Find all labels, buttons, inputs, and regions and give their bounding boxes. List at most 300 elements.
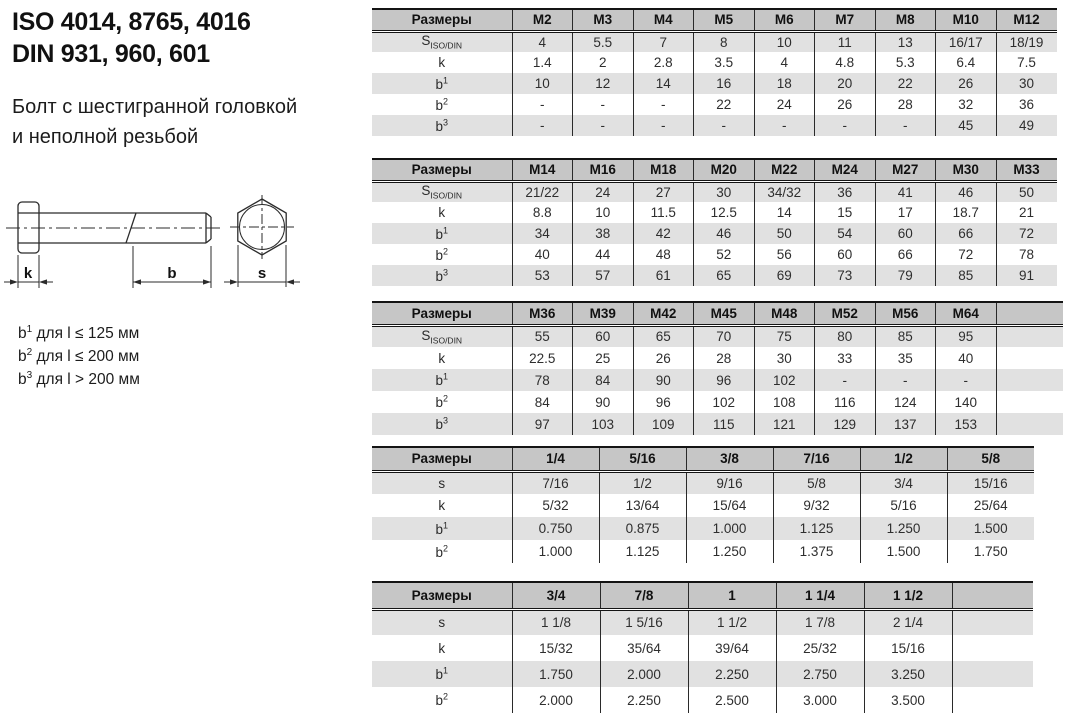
row-label-cell [372,202,512,223]
table-column-header: M18 [633,159,694,181]
table-cell: 22.5 [512,347,573,369]
row-label-cell [372,494,512,517]
table-cell: - [633,115,694,136]
table-cell: 12 [573,73,634,94]
table-cell: - [573,94,634,115]
table-column-header: M39 [573,302,634,325]
table-cell: 7/16 [512,471,599,494]
table-cell: - [815,369,876,391]
page-title [12,6,251,70]
row-label-cell [372,52,512,73]
table-empty-cell [996,347,1063,369]
table-empty-cell [996,325,1063,347]
table-row [372,94,1057,115]
table-cell: 30 [694,181,755,202]
table-row [372,540,1034,563]
table-cell: 55 [512,325,573,347]
table-cell: 60 [875,223,936,244]
table-cell: 40 [512,244,573,265]
table-cell: 14 [633,73,694,94]
row-label: $b^2$ [435,96,449,113]
footnote-line: $b^2$ для l ≤ 200 мм [18,347,140,366]
row-label: $S_{ISO/DIN}$ [421,33,463,52]
table-column-header: M4 [633,9,694,31]
table-cell: 38 [573,223,634,244]
table-column-header: M42 [633,302,694,325]
row-label-cell [372,687,512,713]
table-cell: 90 [573,391,634,413]
table-cell: 53 [512,265,573,286]
table-cell: 22 [694,94,755,115]
table-cell: 4.8 [815,52,876,73]
b-arrow-left [133,279,141,284]
table-cell: 15/64 [686,494,773,517]
table-empty-cell [952,687,1033,713]
table-cell: 0.875 [599,517,686,540]
table-cell: 8 [694,31,755,52]
table-cell: 50 [996,181,1057,202]
table-row [372,494,1034,517]
table-cell: 1.250 [686,540,773,563]
table-cell: 73 [815,265,876,286]
table-cell: 9/32 [773,494,860,517]
table-cell: 121 [754,413,815,435]
table-cell: 49 [996,115,1057,136]
table-cell: 9/16 [686,471,773,494]
table-empty-header [952,582,1033,609]
table-column-header: M45 [694,302,755,325]
row-label-cell [372,325,512,347]
table-cell: 69 [754,265,815,286]
footnote-line: $b^3$ для l > 200 мм [18,370,140,389]
table-row [372,115,1057,136]
table-column-header: 3/8 [686,447,773,471]
table-cell: 46 [694,223,755,244]
title-iso-line: ISO 4014, 8765, 4016 [12,8,251,36]
row-label: $S_{ISO/DIN}$ [421,327,463,346]
table-cell: 2.250 [688,661,776,687]
table-empty-cell [996,369,1063,391]
table-cell: 102 [694,391,755,413]
table-row [372,265,1057,286]
row-label-cell [372,115,512,136]
row-label-cell [372,517,512,540]
table-row [372,347,1063,369]
table-cell: 18/19 [996,31,1057,52]
table-cell: 75 [754,325,815,347]
table-cell: 2 [573,52,634,73]
table-cell: 17 [875,202,936,223]
table-empty-cell [996,413,1063,435]
table-cell: 1 5/16 [600,609,688,635]
table-cell: - [694,115,755,136]
table-column-header: M2 [512,9,573,31]
table-cell: 11 [815,31,876,52]
table-cell: 10 [573,202,634,223]
table-cell: 72 [996,223,1057,244]
table-cell: 72 [936,244,997,265]
row-label: k [438,55,446,70]
table-cell: 1.125 [773,517,860,540]
table-cell: 60 [573,325,634,347]
row-label: $b^2$ [435,393,449,411]
table-cell: 6.4 [936,52,997,73]
table-cell: 85 [875,325,936,347]
table-cell: 78 [512,369,573,391]
table-cell: 10 [754,31,815,52]
table-cell: 1.000 [686,517,773,540]
table-cell: - [875,115,936,136]
row-label: s [438,475,446,491]
table-cell: 109 [633,413,694,435]
table-cell: 2.500 [688,687,776,713]
row-label-cell [372,609,512,635]
table-cell: 25/64 [947,494,1034,517]
table-cell: 5/32 [512,494,599,517]
row-label-cell [372,540,512,563]
table-cell: 66 [875,244,936,265]
table-row [372,202,1057,223]
table-cell: 32 [936,94,997,115]
table-column-header: M8 [875,9,936,31]
table-empty-header [996,302,1063,325]
table-cell: 95 [936,325,997,347]
row-label-cell [372,94,512,115]
table-cell: 25/32 [776,635,864,661]
table-cell: 1.125 [599,540,686,563]
table-cell: 116 [815,391,876,413]
table-cell: 1.750 [512,661,600,687]
row-label: $b^1$ [435,75,449,92]
row-label: $b^3$ [435,415,449,433]
table-row [372,369,1063,391]
table-cell: 27 [633,181,694,202]
table-cell: 65 [694,265,755,286]
row-label-cell [372,347,512,369]
row-label: k [438,498,446,513]
table-row [372,31,1057,52]
table-cell: 26 [936,73,997,94]
table-cell: 5.3 [875,52,936,73]
table-column-header: M33 [996,159,1057,181]
row-label: $b^3$ [435,267,449,284]
row-label-cell [372,244,512,265]
table-cell: 4 [512,31,573,52]
table-cell: 16/17 [936,31,997,52]
table-cell: 80 [815,325,876,347]
table-cell: 1 7/8 [776,609,864,635]
table-column-header: M6 [754,9,815,31]
table-cell: 1.375 [773,540,860,563]
table-cell: 90 [633,369,694,391]
table-cell: 140 [936,391,997,413]
table-column-header: 3/4 [512,582,600,609]
table-cell: 15/32 [512,635,600,661]
table-cell: 84 [512,391,573,413]
table-cell: 45 [936,115,997,136]
table-corner-header: Размеры [372,159,512,181]
table-cell: 28 [875,94,936,115]
table-cell: 66 [936,223,997,244]
table-cell: - [573,115,634,136]
table-column-header: 7/8 [600,582,688,609]
table-column-header: M12 [996,9,1057,31]
table-cell: 10 [512,73,573,94]
table-cell: 103 [573,413,634,435]
table-cell: 35/64 [600,635,688,661]
table-cell: 108 [754,391,815,413]
s-dim-label: s [257,265,267,282]
row-label-cell [372,265,512,286]
table-cell: - [815,115,876,136]
table-column-header: M56 [875,302,936,325]
table-cell: 2.000 [512,687,600,713]
table-cell: - [512,94,573,115]
table-cell: 1.250 [860,517,947,540]
table-cell: 15/16 [864,635,952,661]
table-cell: 22 [875,73,936,94]
table-cell: 2.8 [633,52,694,73]
row-label: $b^1$ [435,371,449,389]
table-cell: - [754,115,815,136]
table-cell: 30 [996,73,1057,94]
table-column-header: 5/8 [947,447,1034,471]
dimension-table-3 [372,301,1063,435]
table-column-header: M20 [694,159,755,181]
table-cell: 61 [633,265,694,286]
row-label-cell [372,181,512,202]
table-cell: 34 [512,223,573,244]
footnotes [18,320,140,389]
dimension-table-5 [372,581,1033,713]
k-dim-label: k [23,265,33,282]
s-arrow-left [230,279,238,284]
table-row [372,223,1057,244]
table-cell: 3.5 [694,52,755,73]
table-cell: 3.500 [864,687,952,713]
table-column-header: M7 [815,9,876,31]
dimension-tables [372,0,1067,713]
table-row [372,661,1033,687]
table-cell: 11.5 [633,202,694,223]
table-cell: 35 [875,347,936,369]
table-column-header: 5/16 [599,447,686,471]
table-corner-header: Размеры [372,582,512,609]
table-cell: 14 [754,202,815,223]
table-row [372,325,1063,347]
title-din-line: DIN 931, 960, 601 [12,40,210,68]
table-row [372,73,1057,94]
table-cell: - [875,369,936,391]
table-cell: 15 [815,202,876,223]
table-row [372,471,1034,494]
row-label-cell [372,661,512,687]
table-row [372,517,1034,540]
table-column-header: 1/4 [512,447,599,471]
row-label-cell [372,391,512,413]
table-cell: 21 [996,202,1057,223]
table-cell: 96 [694,369,755,391]
table-cell: 78 [996,244,1057,265]
b-arrow-right [203,279,211,284]
dimension-table-4 [372,446,1034,563]
table-row [372,52,1057,73]
table-cell: 36 [815,181,876,202]
table-cell: 39/64 [688,635,776,661]
row-label-cell [372,31,512,52]
table-cell: 1 1/8 [512,609,600,635]
table-cell: 7.5 [996,52,1057,73]
table-cell: 57 [573,265,634,286]
table-cell: 18.7 [936,202,997,223]
table-cell: 129 [815,413,876,435]
table-cell: 41 [875,181,936,202]
table-corner-header: Размеры [372,447,512,471]
row-label-cell [372,369,512,391]
k-arrow-left [10,279,18,284]
row-label: $b^1$ [435,225,449,242]
table-cell: 13 [875,31,936,52]
row-label: $b^1$ [435,520,449,537]
table-cell: 25 [573,347,634,369]
table-cell: 91 [996,265,1057,286]
table-cell: 48 [633,244,694,265]
row-label: k [438,205,446,220]
table-cell: 15/16 [947,471,1034,494]
table-cell: 1.500 [947,517,1034,540]
subtitle-line-2: и неполной резьбой [12,126,199,148]
row-label: $b^2$ [435,691,449,709]
table-column-header: M24 [815,159,876,181]
table-cell: 97 [512,413,573,435]
table-column-header: M48 [754,302,815,325]
row-label-cell [372,471,512,494]
table-cell: 3.000 [776,687,864,713]
row-label-cell [372,73,512,94]
table-cell: 1.500 [860,540,947,563]
table-cell: 26 [815,94,876,115]
row-label-cell [372,413,512,435]
table-cell: 2 1/4 [864,609,952,635]
table-cell: 84 [573,369,634,391]
table-cell: 3.250 [864,661,952,687]
table-cell: 34/32 [754,181,815,202]
table-cell: 5/8 [773,471,860,494]
table-cell: 137 [875,413,936,435]
table-cell: 7 [633,31,694,52]
row-label: k [438,640,446,656]
table-cell: 16 [694,73,755,94]
table-cell: 0.750 [512,517,599,540]
table-cell: 20 [815,73,876,94]
table-cell: 2.750 [776,661,864,687]
table-cell: 4 [754,52,815,73]
table-cell: 44 [573,244,634,265]
b-dim-label: b [167,265,177,282]
table-cell: 13/64 [599,494,686,517]
table-cell: 8.8 [512,202,573,223]
row-label: $b^2$ [435,246,449,263]
table-column-header: M10 [936,9,997,31]
row-label-cell [372,635,512,661]
table-cell: 46 [936,181,997,202]
table-cell: 85 [936,265,997,286]
table-cell: 54 [815,223,876,244]
dimension-table-2 [372,158,1057,286]
table-column-header: M64 [936,302,997,325]
table-cell: 5/16 [860,494,947,517]
table-cell: 18 [754,73,815,94]
table-column-header: M16 [573,159,634,181]
table-cell: 5.5 [573,31,634,52]
s-arrow-right [286,279,294,284]
table-cell: 60 [815,244,876,265]
table-cell: 2.000 [600,661,688,687]
table-cell: 26 [633,347,694,369]
table-column-header: 1 [688,582,776,609]
table-column-header: M36 [512,302,573,325]
table-column-header: 7/16 [773,447,860,471]
dimension-table-1 [372,8,1057,136]
table-row [372,687,1033,713]
row-label: k [438,350,446,366]
table-column-header: M22 [754,159,815,181]
table-cell: 21/22 [512,181,573,202]
row-label: $b^3$ [435,117,449,134]
table-empty-cell [952,635,1033,661]
table-empty-cell [952,661,1033,687]
table-cell: 36 [996,94,1057,115]
subtitle [12,92,297,152]
table-cell: 1.4 [512,52,573,73]
table-cell: 1 1/2 [688,609,776,635]
table-cell: 79 [875,265,936,286]
table-row [372,181,1057,202]
table-cell: 65 [633,325,694,347]
table-corner-header: Размеры [372,302,512,325]
table-column-header: 1/2 [860,447,947,471]
table-row [372,391,1063,413]
k-arrow-right [39,279,47,284]
table-row [372,413,1063,435]
table-cell: 40 [936,347,997,369]
table-cell: 1.750 [947,540,1034,563]
table-column-header: M27 [875,159,936,181]
table-cell: 2.250 [600,687,688,713]
table-cell: - [512,115,573,136]
table-row [372,635,1033,661]
subtitle-line-1: Болт с шестигранной головкой [12,96,298,118]
table-row [372,244,1057,265]
table-cell: 1.000 [512,540,599,563]
table-cell: 24 [754,94,815,115]
table-cell: 42 [633,223,694,244]
table-corner-header: Размеры [372,9,512,31]
table-cell: 115 [694,413,755,435]
table-cell: 102 [754,369,815,391]
table-column-header: M14 [512,159,573,181]
table-column-header: 1 1/2 [864,582,952,609]
table-cell: 96 [633,391,694,413]
table-column-header: M30 [936,159,997,181]
row-label: $S_{ISO/DIN}$ [421,183,463,202]
table-cell: 1/2 [599,471,686,494]
table-column-header: M3 [573,9,634,31]
table-column-header: M5 [694,9,755,31]
table-cell: 50 [754,223,815,244]
row-label-cell [372,223,512,244]
table-cell: - [936,369,997,391]
